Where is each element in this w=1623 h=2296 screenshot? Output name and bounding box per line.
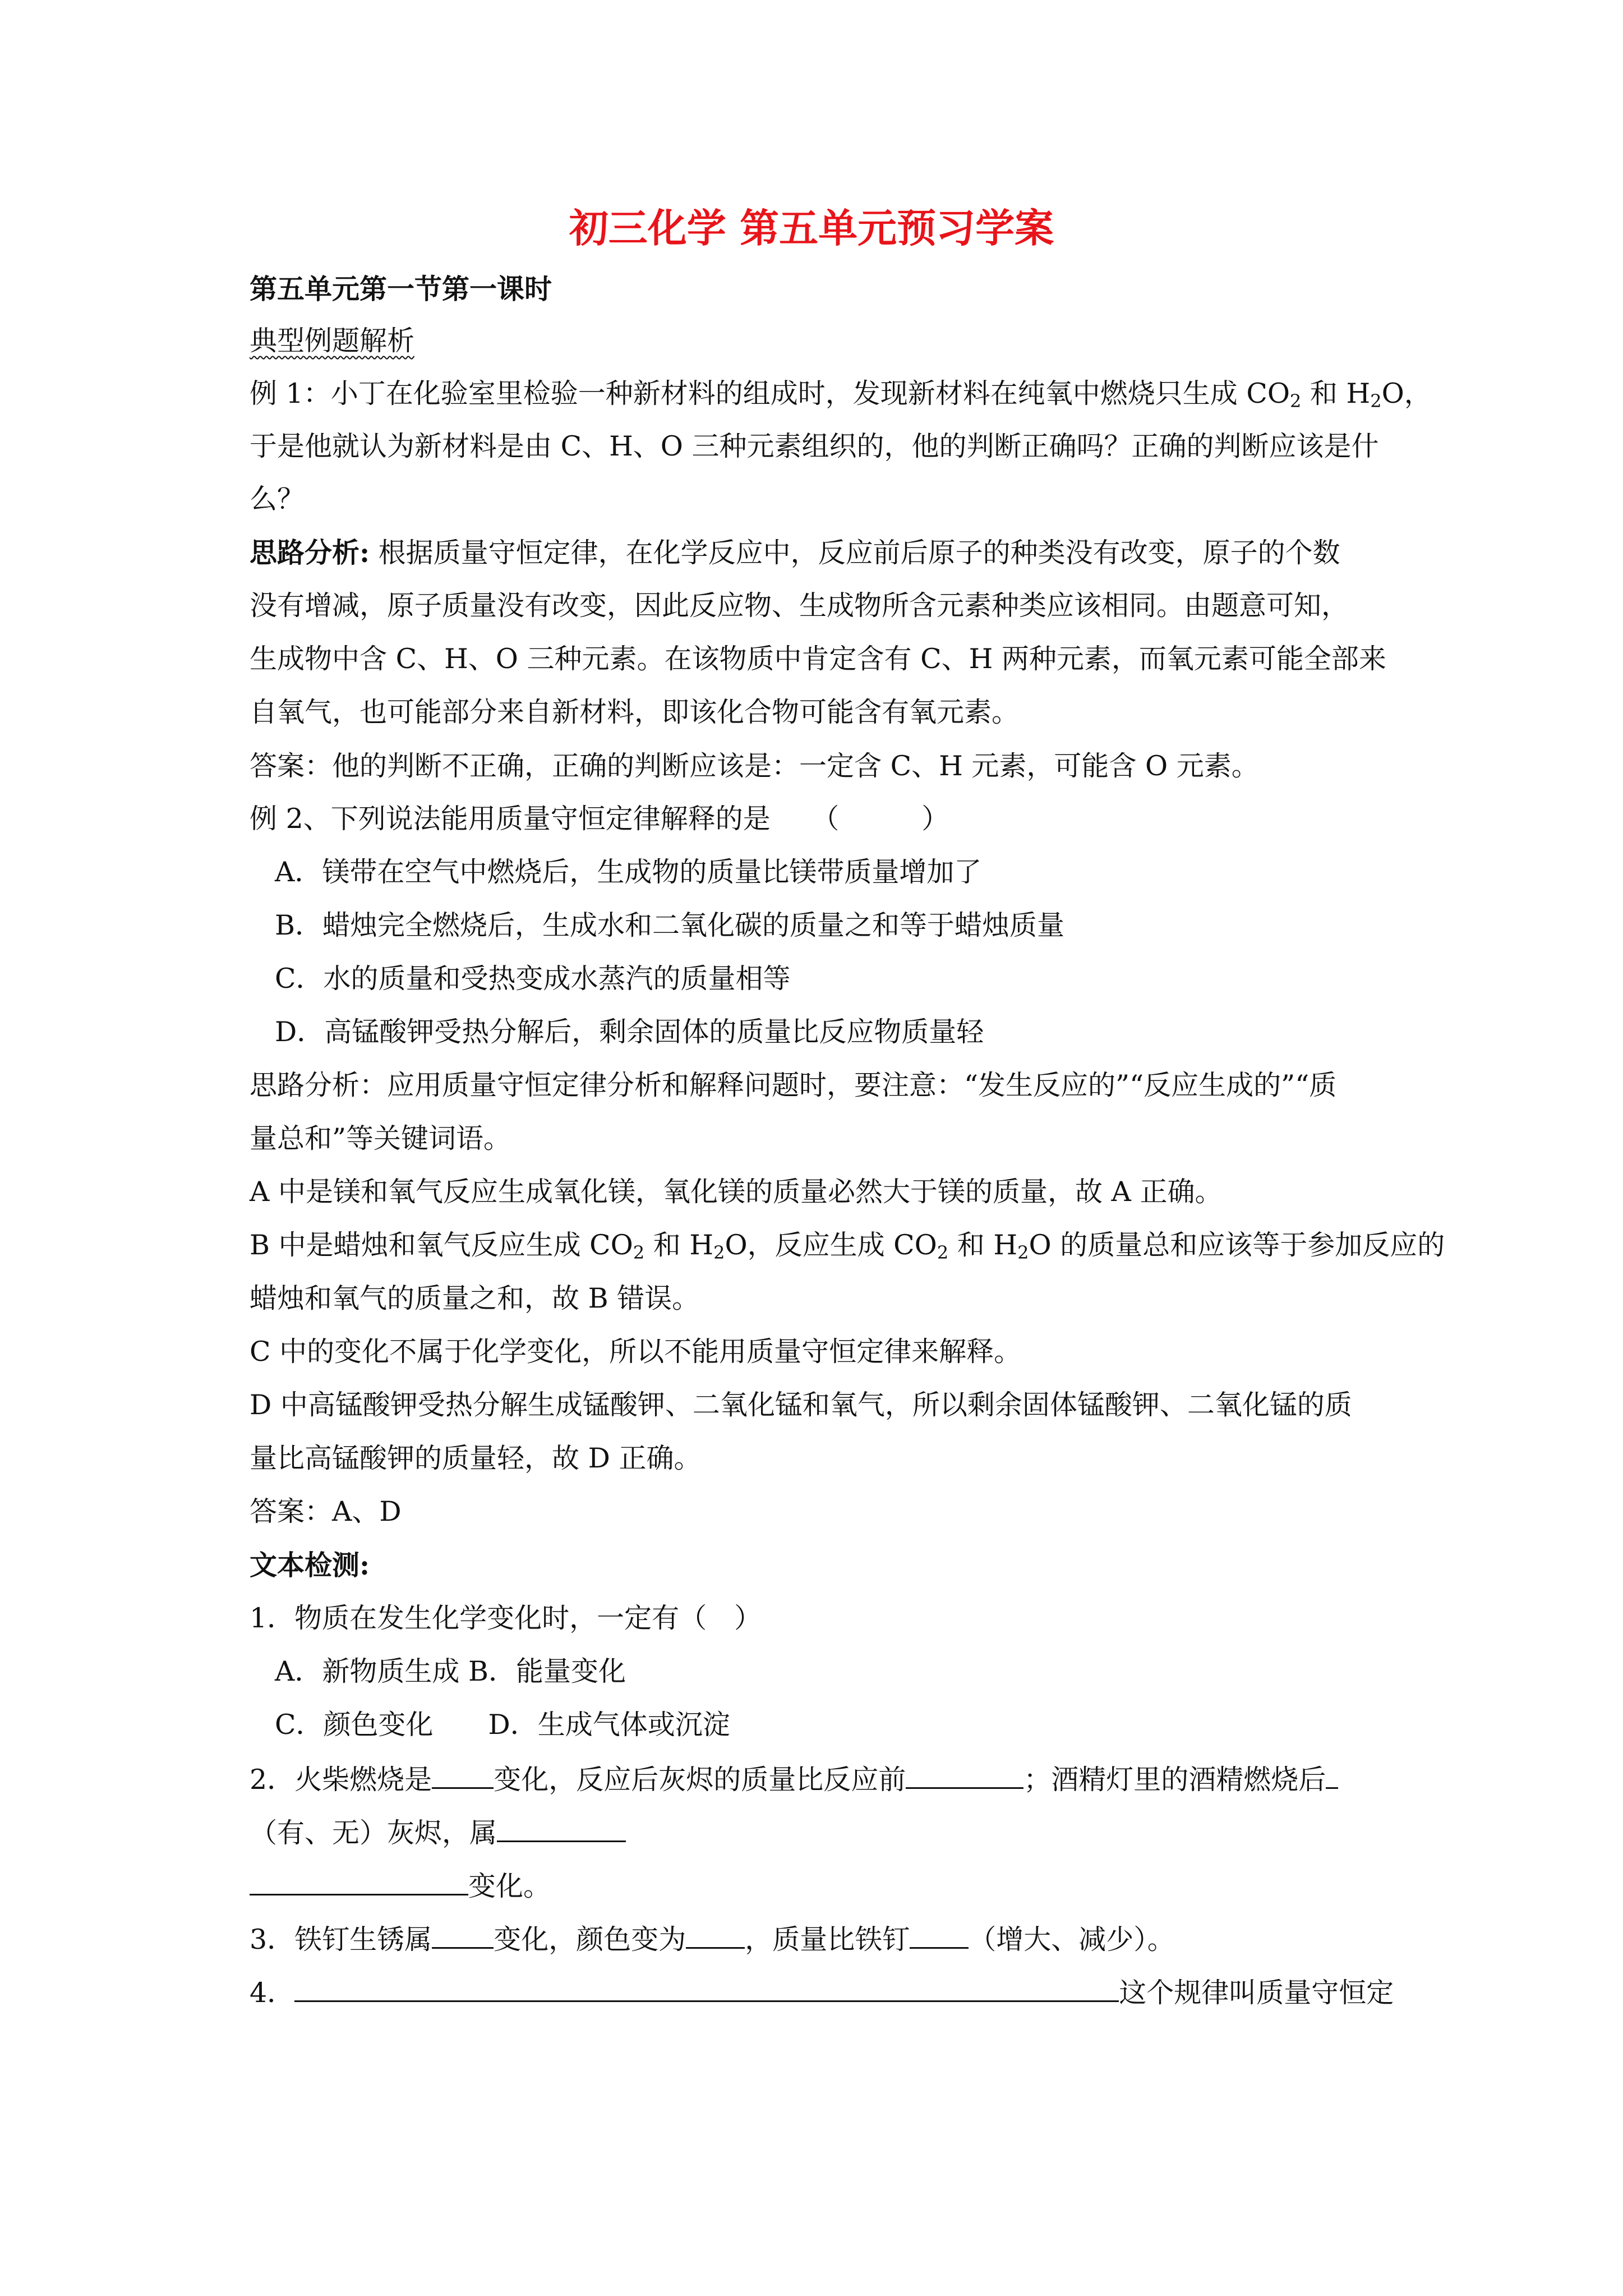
question-1-options-row-2: C．颜色变化 D．生成气体或沉淀 [275, 1709, 730, 1741]
example-2-option-a: A．镁带在空气中燃烧后，生成物的质量比镁带质量增加了 [275, 856, 982, 888]
question-3: 3．铁钉生锈属 变化，颜色变为 ，质量比铁钉 （增大、减少）。 [250, 1921, 1175, 1955]
analysis-2-point-a: A 中是镁和氧气反应生成氧化镁，氧化镁的质量必然大于镁的质量，故 A 正确。 [250, 1176, 1223, 1208]
answer-blank[interactable] [294, 1975, 1119, 2002]
subsection-label: 典型例题解析 [250, 325, 415, 357]
analysis-1-line-3: 生成物中含 C、H、O 三种元素。在该物质中肯定含有 C、H 两种元素，而氧元素可能全部来 [250, 643, 1386, 675]
question-4: 4． 这个规律叫质量守恒定 [250, 1975, 1394, 2008]
answer-blank[interactable] [686, 1921, 745, 1949]
analysis-2-point-b-line-2: 蜡烛和氧气的质量之和，故 B 错误。 [250, 1282, 700, 1314]
answer-blank[interactable] [906, 1761, 1023, 1789]
example-1-line-2: 于是他就认为新材料是由 C、H、O 三种元素组织的，他的判断正确吗？正确的判断应该是什 [250, 430, 1379, 462]
analysis-1-line-4: 自氧气，也可能部分来自新材料，即该化合物可能含有氧元素。 [250, 696, 1020, 728]
analysis-2-line-2: 量总和”等关键词语。 [250, 1122, 511, 1154]
section-heading: 第五单元第一节第一课时 [250, 273, 552, 305]
analysis-2-point-d-line-1: D 中高锰酸钾受热分解生成锰酸钾、二氧化锰和氧气，所以剩余固体锰酸钾、二氧化锰的质 [250, 1389, 1352, 1421]
page-title: 初三化学 第五单元预习学案 [569, 205, 1054, 251]
question-1-options-row-1: A．新物质生成 B．能量变化 [275, 1655, 626, 1687]
example-2-option-d: D．高锰酸钾受热分解后，剩余固体的质量比反应物质量轻 [275, 1016, 984, 1048]
question-2-line-1: 2．火柴燃烧是 变化，反应后灰烬的质量比反应前 ；酒精灯里的酒精燃烧后 [250, 1761, 1338, 1795]
answer-2: 答案：A、D [250, 1496, 402, 1527]
analysis-2-point-d-line-2: 量比高锰酸钾的质量轻，故 D 正确。 [250, 1442, 702, 1474]
answer-1: 答案：他的判断不正确，正确的判断应该是：一定含 C、H 元素，可能含 O 元素。 [250, 750, 1259, 782]
analysis-2-point-c: C 中的变化不属于化学变化，所以不能用质量守恒定律来解释。 [250, 1336, 1022, 1368]
answer-blank[interactable] [1326, 1761, 1338, 1789]
analysis-label: 思路分析: [250, 536, 370, 569]
question-2-line-3: 变化。 [250, 1868, 551, 1902]
example-2-option-c: C．水的质量和受热变成水蒸汽的质量相等 [275, 963, 791, 995]
example-1-line-3: 么？ [250, 483, 305, 515]
answer-blank[interactable] [910, 1921, 969, 1949]
subsection-heading [250, 324, 414, 358]
analysis-1-line-1: 思路分析: 根据质量守恒定律，在化学反应中，反应前后原子的种类没有改变，原子的个数 [250, 536, 1340, 569]
analysis-1-line-2: 没有增减，原子质量没有改变，因此反应物、生成物所含元素种类应该相同。由题意可知， [250, 590, 1349, 622]
analysis-2-point-b-line-1: B 中是蜡烛和氧气反应生成 $CO_2$ 和 $H_2O$，反应生成 $CO_2$ 和 $H_2O$ 的质量总和应该等于参加反应的 [250, 1229, 1445, 1263]
answer-blank[interactable] [250, 1868, 468, 1895]
question-1-stem: 1．物质在发生化学变化时，一定有（ ） [250, 1602, 762, 1634]
answer-blank[interactable] [497, 1815, 626, 1842]
analysis-2-line-1: 思路分析：应用质量守恒定律分析和解释问题时，要注意：“发生反应的”“反应生成的”“质 [250, 1069, 1337, 1101]
text-check-heading: 文本检测: [250, 1549, 370, 1581]
example-2-option-b: B．蜡烛完全燃烧后，生成水和二氧化碳的质量之和等于蜡烛质量 [275, 909, 1065, 941]
answer-blank[interactable] [432, 1761, 494, 1789]
answer-blank[interactable] [432, 1921, 494, 1949]
example-1-line-1: 例 1：小丁在化验室里检验一种新材料的组成时，发现新材料在纯氧中燃烧只生成 $CO_2$ 和 $H_2O$， [250, 378, 1432, 412]
question-2-line-2: （有、无）灰烬，属 [250, 1815, 626, 1848]
example-2-stem: 例 2、下列说法能用质量守恒定律解释的是 （ ） [250, 803, 949, 835]
